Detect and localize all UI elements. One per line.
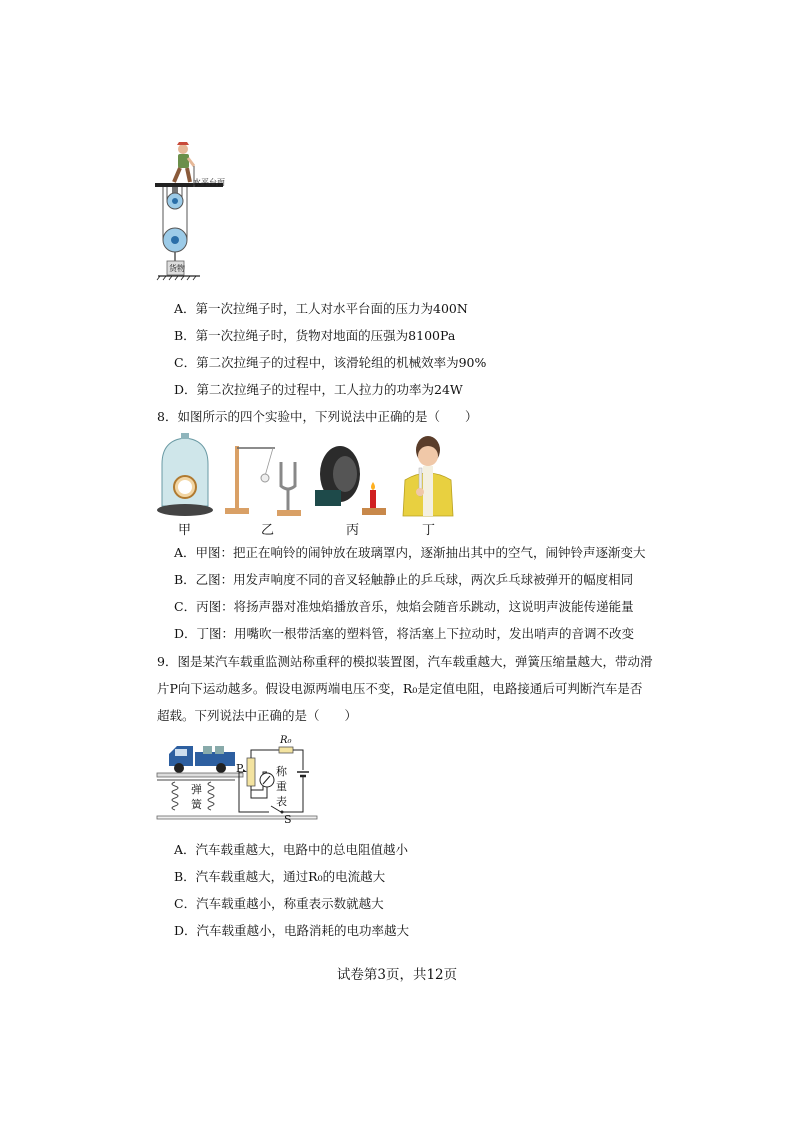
q7-option-a: A．第一次拉绳子时，工人对水平台面的压力为400N xyxy=(174,301,468,316)
page-footer: 试卷第3页，共12页 xyxy=(336,967,458,983)
resistor-label: R₀ xyxy=(280,735,292,746)
tuning-fork xyxy=(281,462,295,489)
q8-option-c: C．丙图：将扬声器对准烛焰播放音乐，烛焰会随音乐跳动，这说明声波能传递能量 xyxy=(174,599,634,614)
q9-stem-line-3: 超载。下列说法中正确的是（ ） xyxy=(157,708,358,723)
scale-plate xyxy=(157,773,243,777)
ping-pong-ball xyxy=(261,474,269,482)
truck-wheel-front xyxy=(174,763,184,773)
sound-experiments-figure xyxy=(155,432,465,520)
meter-label-1: 称 xyxy=(276,765,287,778)
spring-label-1: 弹 xyxy=(191,783,202,796)
caption-ding: 丁 xyxy=(422,523,436,538)
pulley-system-figure xyxy=(150,140,240,280)
meter-label-3: 表 xyxy=(276,795,287,808)
q7-option-c: C．第二次拉绳子的过程中，该滑轮组的机械效率为90% xyxy=(174,355,487,370)
truck-bed xyxy=(195,752,235,766)
caption-yi: 乙 xyxy=(261,523,275,538)
candle-flame xyxy=(371,482,375,490)
q8-option-b: B．乙图：用发声响度不同的音叉轻触静止的乒乓球，两次乒乓球被弹开的幅度相同 xyxy=(174,572,634,587)
q9-option-b: B．汽车载重越大，通过R₀的电流越大 xyxy=(174,869,386,884)
worker-head xyxy=(178,144,188,154)
slide-rheostat xyxy=(247,758,255,786)
worker-body xyxy=(178,154,189,168)
slider-label: P xyxy=(236,762,244,775)
speaker-driver xyxy=(315,490,341,506)
stand-pole xyxy=(235,446,239,510)
q9-option-a: A．汽车载重越大，电路中的总电阻值越小 xyxy=(174,842,409,857)
q8-stem: 8．如图所示的四个实验中，下列说法中正确的是（ ） xyxy=(157,409,478,424)
slider-p xyxy=(243,769,247,772)
q8-option-d: D．丁图：用嘴吹一根带活塞的塑料管，将活塞上下拉动时，发出哨声的音调不改变 xyxy=(174,626,635,641)
q9-stem-line-1: 9．图是某汽车载重监测站称重秤的模拟装置图，汽车载重越大，弹簧压缩量越大，带动滑 xyxy=(157,654,653,669)
q7-option-b: B．第一次拉绳子时，货物对地面的压强为8100Pa xyxy=(174,328,456,343)
candle xyxy=(370,490,376,508)
spring-right xyxy=(208,782,214,810)
jar-base xyxy=(157,504,213,516)
caption-jia: 甲 xyxy=(178,523,192,538)
q9-stem-line-2: 片P向下运动越多。假设电源两端电压不变，R₀是定值电阻，电路接通后可判断汽车是否 xyxy=(157,681,643,696)
girl-face xyxy=(418,446,438,466)
spring-left xyxy=(172,782,178,810)
scale-base xyxy=(157,816,317,819)
q7-option-d: D．第二次拉绳子的过程中，工人拉力的功率为24W xyxy=(174,382,463,397)
q9-option-d: D．汽车载重越小，电路消耗的电功率越大 xyxy=(174,923,410,938)
truck-wheel-rear xyxy=(216,763,226,773)
q9-option-c: C．汽车载重越小，称重表示数就越大 xyxy=(174,896,384,911)
meter-label-2: 重 xyxy=(276,780,287,793)
caption-bing: 丙 xyxy=(346,523,360,538)
spring-label-2: 簧 xyxy=(191,798,202,811)
q8-option-a: A．甲图：把正在响铃的闹钟放在玻璃罩内，逐渐抽出其中的空气，闹钟铃声逐渐变大 xyxy=(174,545,646,560)
platform-label: 水平台面 xyxy=(193,178,225,187)
cargo-label: 货物 xyxy=(169,264,185,273)
switch-label: S xyxy=(284,813,292,826)
